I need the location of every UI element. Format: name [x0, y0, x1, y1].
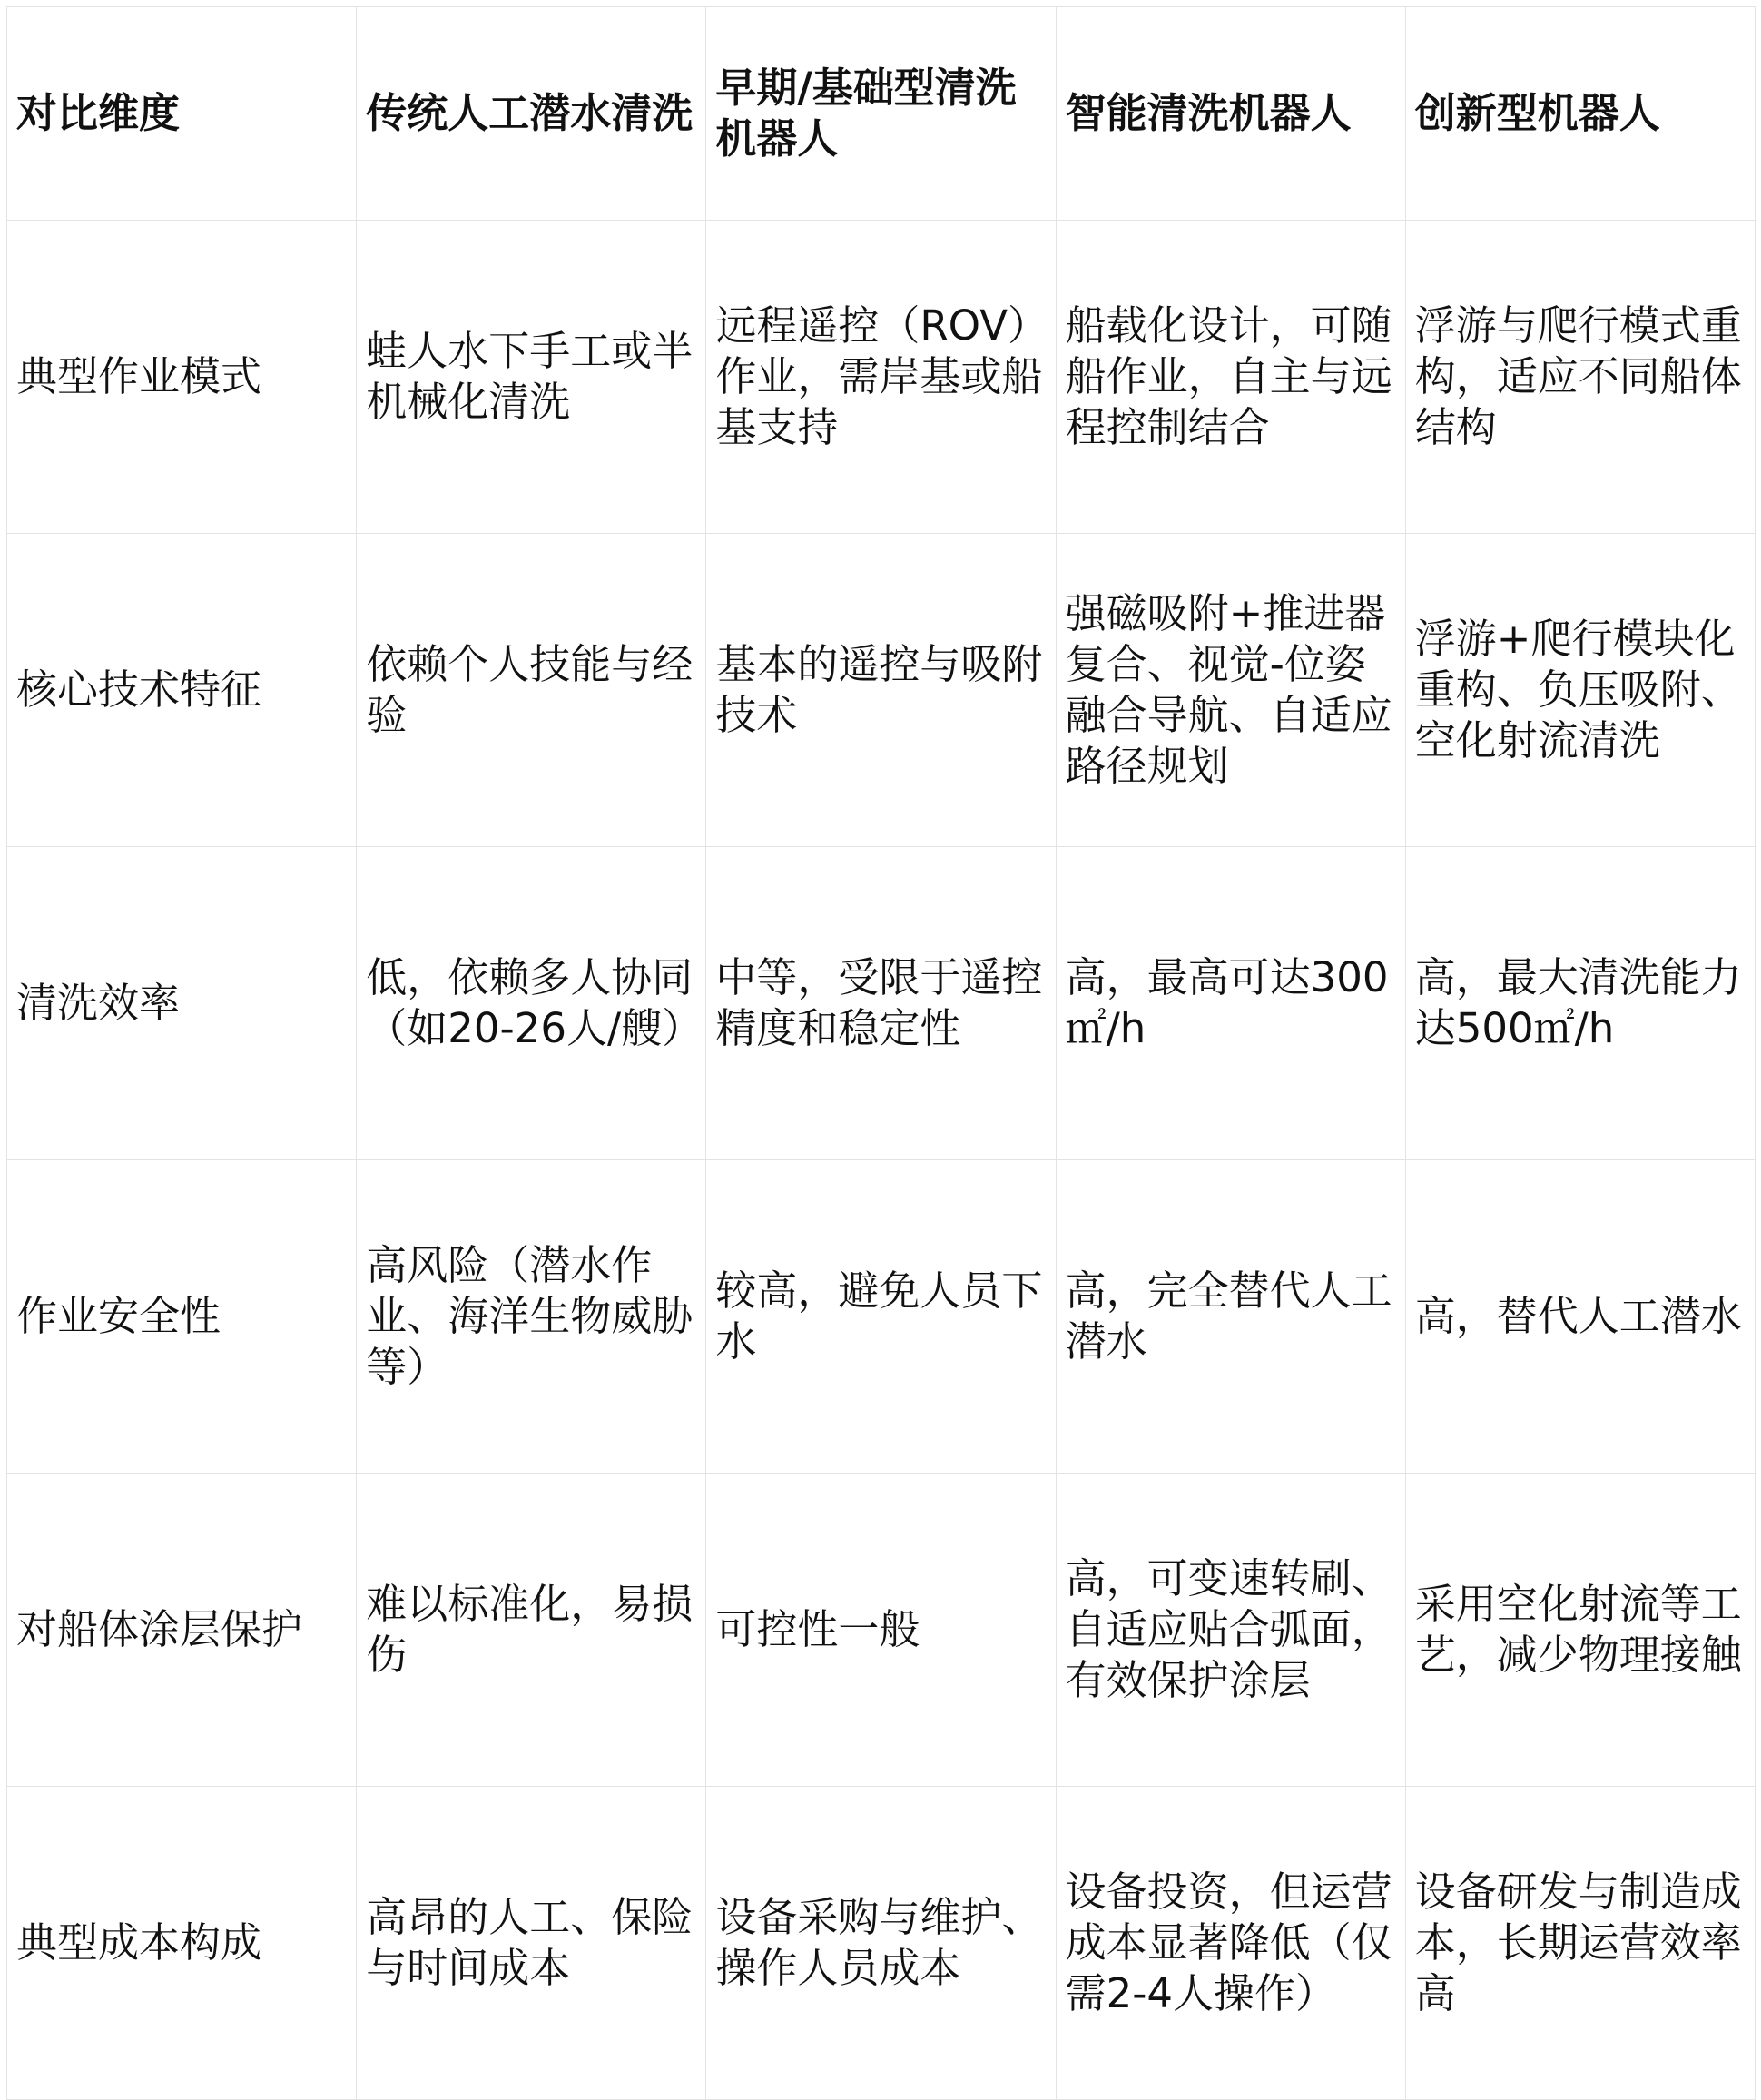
table-row	[7, 1787, 1756, 2100]
table-cell: 强磁吸附+推进器复合、视觉-位姿融合导航、自适应路径规划	[1056, 534, 1405, 847]
table-cell: 设备研发与制造成本，长期运营效率高	[1405, 1787, 1755, 2100]
table-cell: 高，最高可达300㎡/h	[1056, 847, 1405, 1160]
table-cell: 设备采购与维护、操作人员成本	[706, 1787, 1056, 2100]
table-cell: 基本的遥控与吸附技术	[706, 534, 1056, 847]
row-label-cell: 核心技术特征	[7, 534, 357, 847]
table-cell: 设备投资，但运营成本显著降低（仅需2-4人操作）	[1056, 1787, 1405, 2100]
table-body	[7, 221, 1756, 2100]
header-cell-innovative-robot: 创新型机器人	[1405, 7, 1755, 221]
table-row	[7, 1160, 1756, 1474]
header-cell-smart-robot: 智能清洗机器人	[1056, 7, 1405, 221]
table-row	[7, 847, 1756, 1160]
table-cell: 浮游与爬行模式重构，适应不同船体结构	[1405, 221, 1755, 534]
header-cell-manual-diving: 传统人工潜水清洗	[357, 7, 706, 221]
row-label-cell: 对船体涂层保护	[7, 1474, 357, 1787]
row-label-cell: 典型成本构成	[7, 1787, 357, 2100]
table-header	[7, 7, 1756, 221]
table-cell: 高昂的人工、保险与时间成本	[357, 1787, 706, 2100]
table-cell: 依赖个人技能与经验	[357, 534, 706, 847]
table-cell: 难以标准化，易损伤	[357, 1474, 706, 1787]
table-cell: 高，完全替代人工潜水	[1056, 1160, 1405, 1474]
table-cell: 高风险（潜水作业、海洋生物威胁等）	[357, 1160, 706, 1474]
row-label-cell: 作业安全性	[7, 1160, 357, 1474]
comparison-table	[6, 6, 1756, 2100]
table-cell: 高，替代人工潜水	[1405, 1160, 1755, 1474]
table-cell: 较高，避免人员下水	[706, 1160, 1056, 1474]
table-cell: 船载化设计，可随船作业，自主与远程控制结合	[1056, 221, 1405, 534]
row-label-cell: 典型作业模式	[7, 221, 357, 534]
table-cell: 高，可变速转刷、自适应贴合弧面，有效保护涂层	[1056, 1474, 1405, 1787]
table-cell: 高，最大清洗能力达500㎡/h	[1405, 847, 1755, 1160]
table-row	[7, 221, 1756, 534]
table-cell: 蛙人水下手工或半机械化清洗	[357, 221, 706, 534]
table-cell: 可控性一般	[706, 1474, 1056, 1787]
table-cell: 中等，受限于遥控精度和稳定性	[706, 847, 1056, 1160]
table-row	[7, 1474, 1756, 1787]
header-cell-early-robot: 早期/基础型清洗机器人	[706, 7, 1056, 221]
table-cell: 远程遥控（ROV）作业，需岸基或船基支持	[706, 221, 1056, 534]
header-cell-dimension: 对比维度	[7, 7, 357, 221]
table-cell: 浮游+爬行模块化重构、负压吸附、空化射流清洗	[1405, 534, 1755, 847]
table-row	[7, 534, 1756, 847]
table-cell: 低，依赖多人协同（如20-26人/艘）	[357, 847, 706, 1160]
table-cell: 采用空化射流等工艺，减少物理接触	[1405, 1474, 1755, 1787]
row-label-cell: 清洗效率	[7, 847, 357, 1160]
comparison-table-container	[6, 6, 1755, 2018]
header-row	[7, 7, 1756, 221]
